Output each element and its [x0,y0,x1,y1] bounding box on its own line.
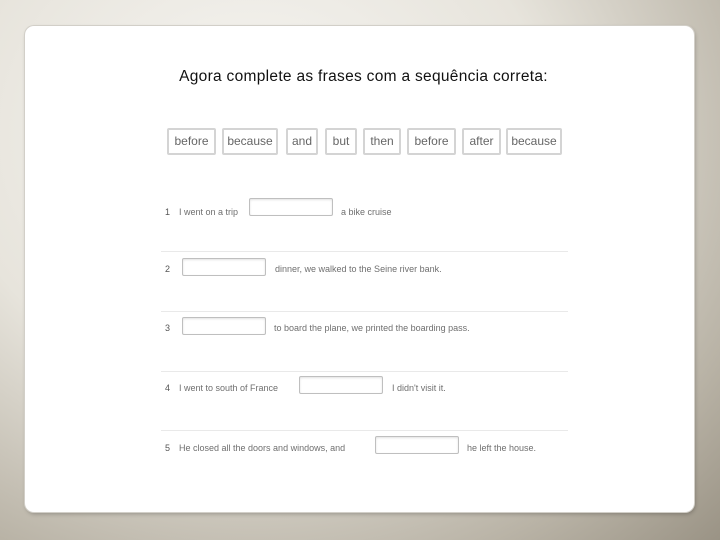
word-chip-because[interactable]: because [506,128,562,155]
answer-blank-3[interactable] [182,317,266,335]
sentence-text-after: I didn't visit it. [392,383,446,393]
sentence-text-after: to board the plane, we printed the boarding pass. [274,323,470,333]
word-chip-because[interactable]: because [222,128,278,155]
sentence-text-after: a bike cruise [341,207,392,217]
sentence-row-2 [161,252,568,312]
answer-blank-5[interactable] [375,436,459,454]
sentence-number: 3 [165,323,171,333]
sentence-text-before: He closed all the doors and windows, and [179,443,346,453]
word-chip-then[interactable]: then [363,128,401,155]
sentence-text-before: I went to south of France [179,383,279,393]
sentence-text-after: he left the house. [467,443,537,453]
sentence-number: 1 [165,207,171,217]
sentence-row-1 [161,192,568,252]
word-chip-before[interactable]: before [407,128,456,155]
sentence-number: 4 [165,383,171,393]
word-chip-before[interactable]: before [167,128,216,155]
instruction-title: Agora complete as frases com a sequência correta: [179,68,548,85]
slide-card [25,26,694,512]
sentence-row-5 [161,431,568,490]
sentence-text-before: I went on a trip [179,207,239,217]
sentence-number: 5 [165,443,171,453]
sentence-row-4 [161,371,568,431]
word-chip-but[interactable]: but [325,128,357,155]
sentence-number: 2 [165,264,171,274]
sentence-row-3 [161,312,568,372]
sentence-text-after: dinner, we walked to the Seine river bank. [275,264,442,274]
answer-blank-2[interactable] [182,258,266,276]
word-chip-after[interactable]: after [462,128,501,155]
answer-blank-4[interactable] [299,376,383,394]
answer-blank-1[interactable] [249,198,333,216]
word-chip-and[interactable]: and [286,128,318,155]
